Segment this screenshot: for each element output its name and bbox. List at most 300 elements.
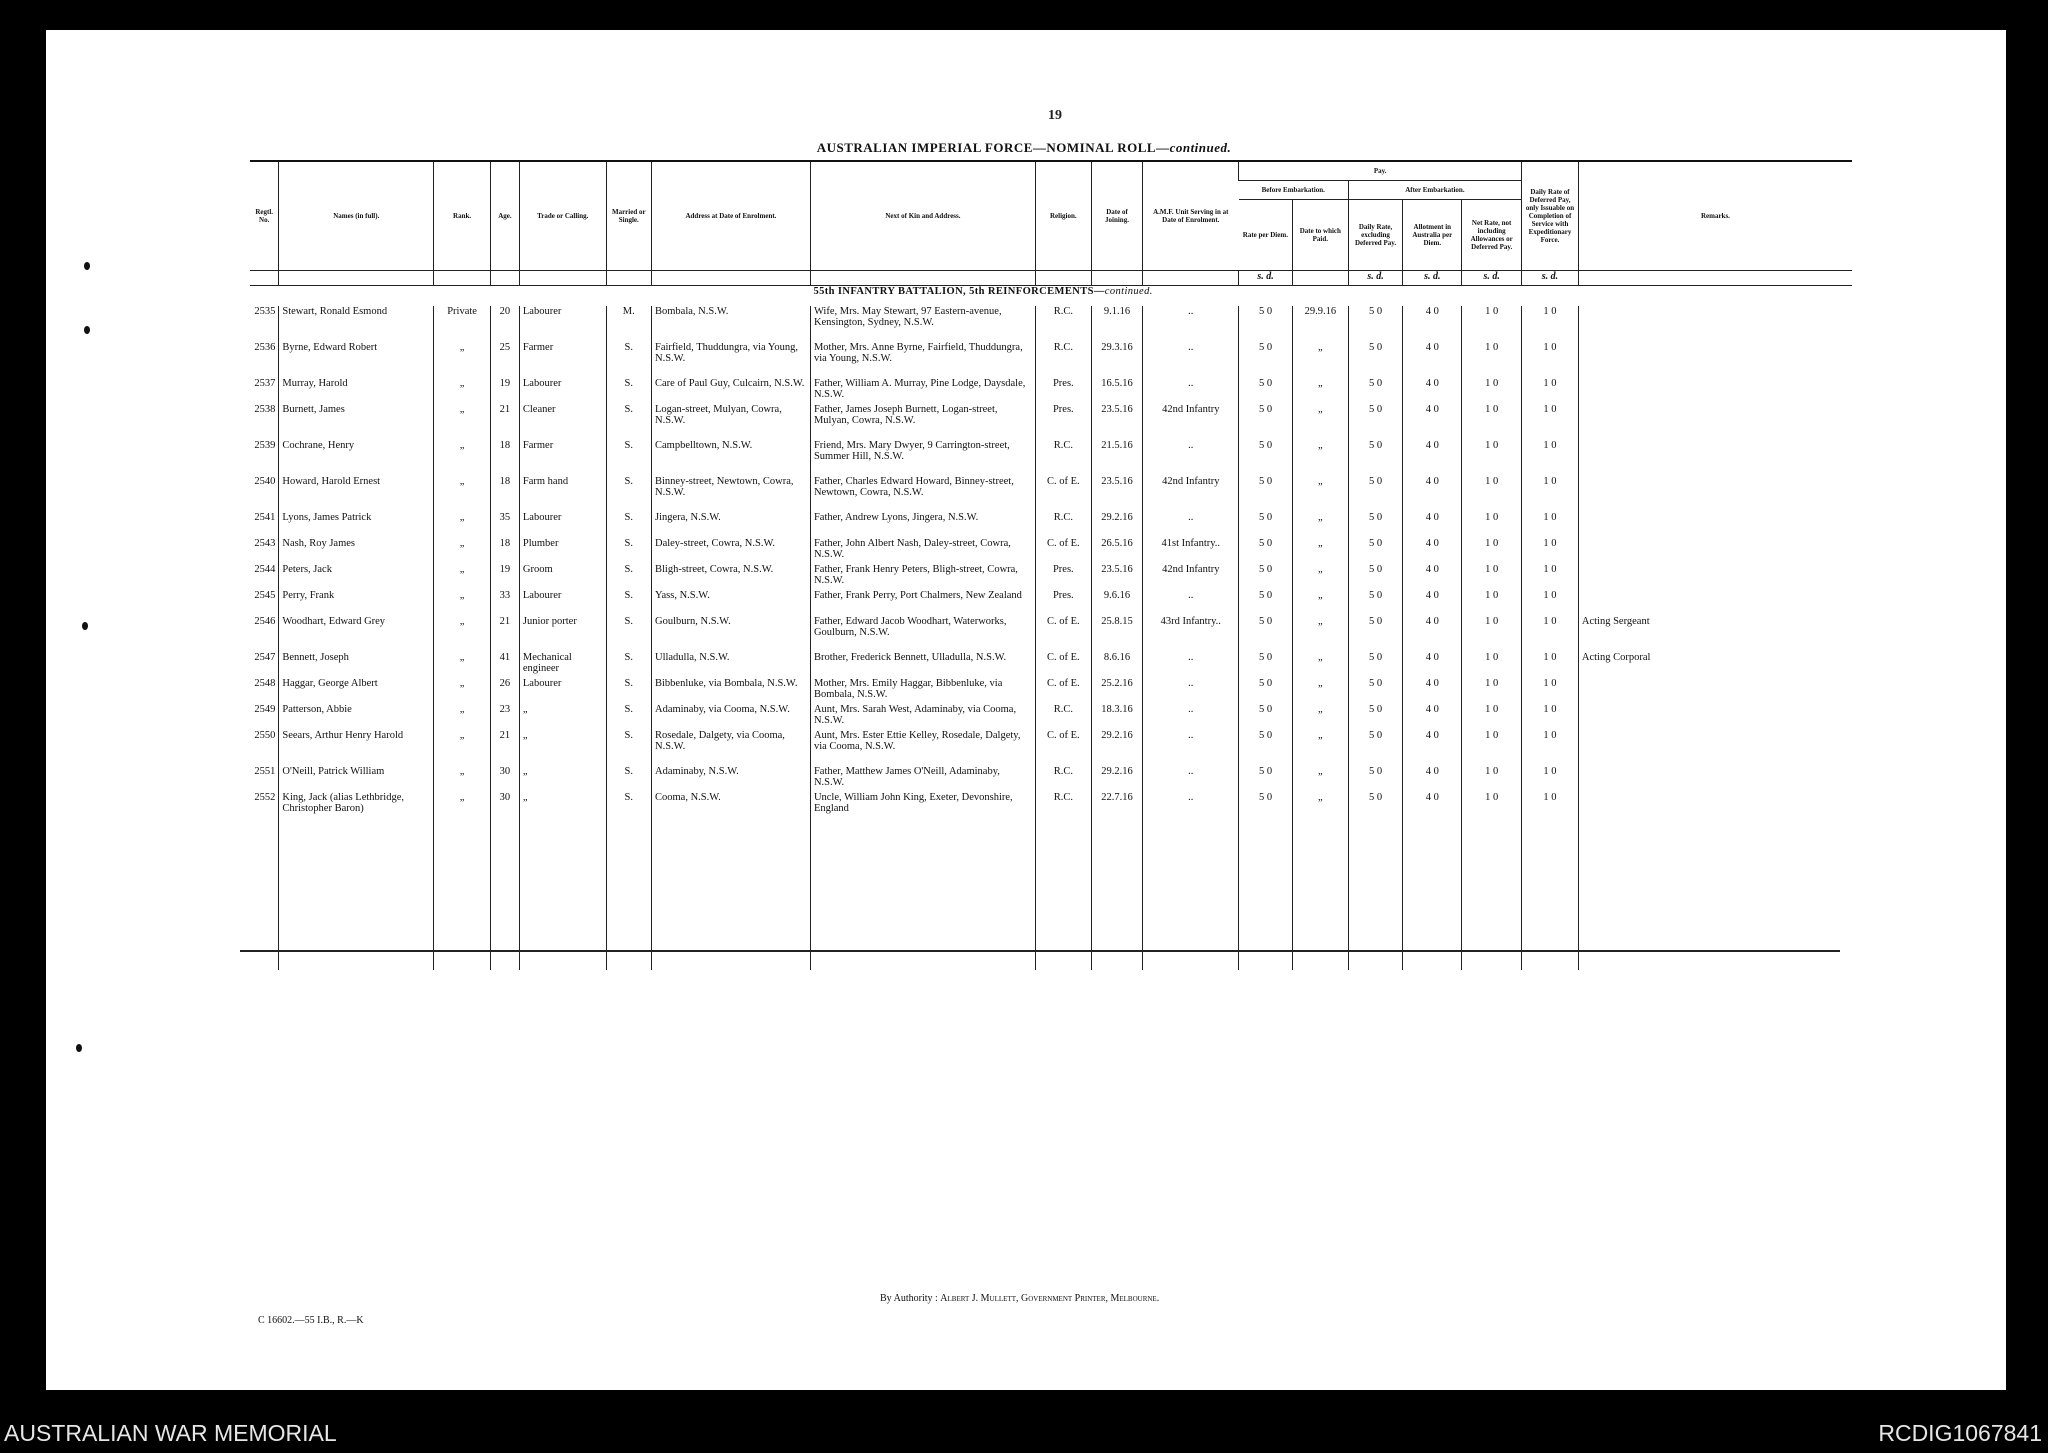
- cell-allotment: 4 0: [1403, 378, 1462, 404]
- cell-name: Haggar, George Albert: [279, 678, 434, 704]
- cell-allotment: 4 0: [1403, 440, 1462, 476]
- cell-rank: „: [434, 616, 491, 652]
- cell-age: 19: [490, 378, 519, 404]
- cell-deferred-pay: 1 0: [1522, 404, 1579, 440]
- page-number: 19: [1048, 108, 1062, 123]
- cell-date-joining: 21.5.16: [1091, 440, 1143, 476]
- cell-name: Nash, Roy James: [279, 538, 434, 564]
- cell-daily-rate: 5 0: [1348, 306, 1403, 342]
- cell-rate-per-diem: 5 0: [1239, 766, 1293, 792]
- cell-married-single: S.: [606, 678, 651, 704]
- cell-rate-per-diem: 5 0: [1239, 342, 1293, 378]
- cell-regtl-no: 2535: [254, 306, 276, 317]
- table-row: [250, 306, 1852, 342]
- cell-age: 21: [490, 404, 519, 440]
- table-row: [250, 564, 1852, 590]
- cell-allotment: 4 0: [1403, 538, 1462, 564]
- cell-next-of-kin: Father, Matthew James O'Neill, Adaminaby, N.S.W.: [810, 766, 1035, 792]
- cell-rate-per-diem: 5 0: [1239, 792, 1293, 828]
- cell-daily-rate: 5 0: [1348, 342, 1403, 378]
- cell-name: Woodhart, Edward Grey: [279, 616, 434, 652]
- cell-amf-unit: ..: [1143, 440, 1239, 476]
- cell-age: 26: [490, 678, 519, 704]
- cell-address: Bombala, N.S.W.: [651, 306, 810, 342]
- cell-daily-rate: 5 0: [1348, 590, 1403, 616]
- cell-amf-unit: ..: [1143, 766, 1239, 792]
- cell-date-joining: 9.1.16: [1091, 306, 1143, 342]
- cell-net-rate: 1 0: [1462, 590, 1522, 616]
- cell-name: Howard, Harold Ernest: [279, 476, 434, 512]
- cell-date-joining: 29.2.16: [1091, 730, 1143, 766]
- cell-date-paid: „: [1292, 440, 1348, 476]
- cell-age: 19: [490, 564, 519, 590]
- cell-name: O'Neill, Patrick William: [279, 766, 434, 792]
- table-row: [250, 704, 1852, 730]
- cell-net-rate: 1 0: [1462, 404, 1522, 440]
- cell-deferred-pay: 1 0: [1522, 512, 1579, 538]
- cell-regtl-no: 2551: [254, 766, 276, 777]
- cell-remarks: [1578, 792, 1852, 828]
- cell-address: Rosedale, Dalgety, via Cooma, N.S.W.: [651, 730, 810, 766]
- cell-age: 23: [490, 704, 519, 730]
- cell-remarks: [1578, 512, 1852, 538]
- cell-age: 18: [490, 440, 519, 476]
- cell-deferred-pay: 1 0: [1522, 476, 1579, 512]
- cell-remarks: [1578, 766, 1852, 792]
- cell-amf-unit: 42nd Infantry: [1143, 476, 1239, 512]
- cell-rank: „: [434, 538, 491, 564]
- cell-address: Cooma, N.S.W.: [651, 792, 810, 828]
- cell-date-paid: „: [1292, 538, 1348, 564]
- cell-married-single: S.: [606, 538, 651, 564]
- cell-trade: Farmer: [519, 440, 606, 476]
- cell-rate-per-diem: 5 0: [1239, 616, 1293, 652]
- cell-age: 18: [490, 538, 519, 564]
- cell-married-single: S.: [606, 652, 651, 678]
- cell-address: Ulladulla, N.S.W.: [651, 652, 810, 678]
- cell-religion: R.C.: [1035, 306, 1091, 342]
- cell-address: Logan-street, Mulyan, Cowra, N.S.W.: [651, 404, 810, 440]
- cell-allotment: 4 0: [1403, 704, 1462, 730]
- cell-next-of-kin: Father, Frank Perry, Port Chalmers, New Zealand: [810, 590, 1035, 616]
- header-deferred-pay: Daily Rate of Deferred Pay, only Issuable on Completion of Service with Expeditionary Force.: [1522, 162, 1579, 271]
- cell-net-rate: 1 0: [1462, 512, 1522, 538]
- cell-daily-rate: 5 0: [1348, 704, 1403, 730]
- table-row: [250, 792, 1852, 828]
- cell-daily-rate: 5 0: [1348, 440, 1403, 476]
- cell-rate-per-diem: 5 0: [1239, 512, 1293, 538]
- cell-daily-rate: 5 0: [1348, 404, 1403, 440]
- cell-next-of-kin: Father, John Albert Nash, Daley-street, Cowra, N.S.W.: [810, 538, 1035, 564]
- cell-allotment: 4 0: [1403, 404, 1462, 440]
- cell-religion: R.C.: [1035, 512, 1091, 538]
- cell-date-joining: 16.5.16: [1091, 378, 1143, 404]
- cell-rate-per-diem: 5 0: [1239, 404, 1293, 440]
- cell-rate-per-diem: 5 0: [1239, 704, 1293, 730]
- cell-rank: „: [434, 704, 491, 730]
- cell-net-rate: 1 0: [1462, 792, 1522, 828]
- cell-amf-unit: 42nd Infantry: [1143, 564, 1239, 590]
- cell-deferred-pay: 1 0: [1522, 704, 1579, 730]
- cell-rank: „: [434, 766, 491, 792]
- header-remarks: Remarks.: [1578, 162, 1852, 271]
- cell-religion: R.C.: [1035, 792, 1091, 828]
- cell-allotment: 4 0: [1403, 792, 1462, 828]
- cell-date-paid: „: [1292, 564, 1348, 590]
- binding-hole: [82, 622, 88, 630]
- cell-married-single: M.: [606, 306, 651, 342]
- cell-date-paid: „: [1292, 342, 1348, 378]
- unit-label: s. d.: [1522, 271, 1579, 286]
- header-date-paid: Date to which Paid.: [1292, 200, 1348, 271]
- header-after-embarkation: After Embarkation.: [1348, 181, 1521, 200]
- cell-regtl-no: 2540: [254, 476, 276, 487]
- cell-allotment: 4 0: [1403, 342, 1462, 378]
- cell-allotment: 4 0: [1403, 564, 1462, 590]
- cell-address: Care of Paul Guy, Culcairn, N.S.W.: [651, 378, 810, 404]
- header-rank: Rank.: [434, 162, 491, 271]
- authority-line: By Authority : Albert J. Mullett, Government Printer, Melbourne.: [880, 1293, 1160, 1304]
- table-row: [250, 476, 1852, 512]
- cell-rank: „: [434, 792, 491, 828]
- cell-rank: „: [434, 404, 491, 440]
- cell-regtl-no: 2546: [254, 616, 276, 627]
- cell-net-rate: 1 0: [1462, 342, 1522, 378]
- header-trade: Trade or Calling.: [519, 162, 606, 271]
- cell-daily-rate: 5 0: [1348, 512, 1403, 538]
- table-row: [250, 616, 1852, 652]
- header-regtl-no: Regtl. No.: [250, 162, 279, 271]
- binding-hole: [76, 1044, 82, 1052]
- cell-remarks: [1578, 590, 1852, 616]
- cell-trade: Farm hand: [519, 476, 606, 512]
- cell-married-single: S.: [606, 704, 651, 730]
- unit-label: s. d.: [1239, 271, 1293, 286]
- cell-date-paid: „: [1292, 616, 1348, 652]
- cell-address: Adaminaby, via Cooma, N.S.W.: [651, 704, 810, 730]
- cell-date-paid: „: [1292, 590, 1348, 616]
- table-row: [250, 512, 1852, 538]
- cell-trade: Labourer: [519, 678, 606, 704]
- cell-amf-unit: 43rd Infantry..: [1143, 616, 1239, 652]
- cell-trade: Labourer: [519, 378, 606, 404]
- cell-date-paid: „: [1292, 652, 1348, 678]
- cell-name: Murray, Harold: [279, 378, 434, 404]
- cell-daily-rate: 5 0: [1348, 476, 1403, 512]
- cell-deferred-pay: 1 0: [1522, 766, 1579, 792]
- cell-date-joining: 18.3.16: [1091, 704, 1143, 730]
- table-row: [250, 378, 1852, 404]
- cell-date-paid: 29.9.16: [1292, 306, 1348, 342]
- header-address: Address at Date of Enrolment.: [651, 162, 810, 271]
- cell-religion: Pres.: [1035, 590, 1091, 616]
- cell-rate-per-diem: 5 0: [1239, 730, 1293, 766]
- cell-net-rate: 1 0: [1462, 704, 1522, 730]
- cell-married-single: S.: [606, 404, 651, 440]
- header-rate-per-diem: Rate per Diem.: [1239, 200, 1293, 271]
- cell-remarks: Acting Sergeant: [1578, 616, 1852, 652]
- cell-trade: Labourer: [519, 306, 606, 342]
- cell-net-rate: 1 0: [1462, 766, 1522, 792]
- cell-married-single: S.: [606, 730, 651, 766]
- binding-hole: [84, 326, 90, 334]
- table-row: [250, 404, 1852, 440]
- cell-next-of-kin: Father, Andrew Lyons, Jingera, N.S.W.: [810, 512, 1035, 538]
- cell-allotment: 4 0: [1403, 678, 1462, 704]
- cell-next-of-kin: Father, Charles Edward Howard, Binney-street, Newtown, Cowra, N.S.W.: [810, 476, 1035, 512]
- unit-label: s. d.: [1348, 271, 1403, 286]
- header-next-of-kin: Next of Kin and Address.: [810, 162, 1035, 271]
- cell-trade: „: [519, 766, 606, 792]
- cell-religion: R.C.: [1035, 766, 1091, 792]
- cell-next-of-kin: Father, James Joseph Burnett, Logan-street, Mulyan, Cowra, N.S.W.: [810, 404, 1035, 440]
- cell-date-paid: „: [1292, 378, 1348, 404]
- cell-remarks: [1578, 476, 1852, 512]
- cell-name: Stewart, Ronald Esmond: [279, 306, 434, 342]
- cell-religion: C. of E.: [1035, 476, 1091, 512]
- cell-deferred-pay: 1 0: [1522, 652, 1579, 678]
- bottom-rule: [240, 950, 1840, 952]
- cell-trade: „: [519, 730, 606, 766]
- cell-regtl-no: 2552: [254, 792, 276, 803]
- cell-religion: R.C.: [1035, 342, 1091, 378]
- cell-address: Jingera, N.S.W.: [651, 512, 810, 538]
- cell-address: Fairfield, Thuddungra, via Young, N.S.W.: [651, 342, 810, 378]
- cell-next-of-kin: Father, Edward Jacob Woodhart, Waterworks, Goulburn, N.S.W.: [810, 616, 1035, 652]
- table-row: [250, 766, 1852, 792]
- cell-rank: „: [434, 342, 491, 378]
- cell-next-of-kin: Mother, Mrs. Anne Byrne, Fairfield, Thuddungra, via Young, N.S.W.: [810, 342, 1035, 378]
- cell-regtl-no: 2538: [254, 404, 276, 415]
- cell-date-paid: „: [1292, 404, 1348, 440]
- cell-date-joining: 22.7.16: [1091, 792, 1143, 828]
- cell-net-rate: 1 0: [1462, 306, 1522, 342]
- cell-daily-rate: 5 0: [1348, 792, 1403, 828]
- cell-rank: „: [434, 378, 491, 404]
- cell-rate-per-diem: 5 0: [1239, 652, 1293, 678]
- cell-name: Patterson, Abbie: [279, 704, 434, 730]
- cell-date-joining: 23.5.16: [1091, 404, 1143, 440]
- cell-name: Lyons, James Patrick: [279, 512, 434, 538]
- header-daily-rate: Daily Rate, excluding Deferred Pay.: [1348, 200, 1403, 271]
- cell-religion: Pres.: [1035, 564, 1091, 590]
- header-net-rate: Net Rate, not including Allowances or Deferred Pay.: [1462, 200, 1522, 271]
- cell-rank: „: [434, 730, 491, 766]
- cell-next-of-kin: Aunt, Mrs. Sarah West, Adaminaby, via Cooma, N.S.W.: [810, 704, 1035, 730]
- cell-date-joining: 23.5.16: [1091, 564, 1143, 590]
- cell-address: Daley-street, Cowra, N.S.W.: [651, 538, 810, 564]
- cell-age: 41: [490, 652, 519, 678]
- cell-date-paid: „: [1292, 512, 1348, 538]
- cell-allotment: 4 0: [1403, 512, 1462, 538]
- cell-allotment: 4 0: [1403, 476, 1462, 512]
- cell-deferred-pay: 1 0: [1522, 440, 1579, 476]
- cell-rank: „: [434, 652, 491, 678]
- cell-next-of-kin: Wife, Mrs. May Stewart, 97 Eastern-avenue, Kensington, Sydney, N.S.W.: [810, 306, 1035, 342]
- binding-hole: [84, 262, 90, 270]
- cell-married-single: S.: [606, 342, 651, 378]
- header-married: Married or Single.: [606, 162, 651, 271]
- cell-date-paid: „: [1292, 766, 1348, 792]
- cell-address: Adaminaby, N.S.W.: [651, 766, 810, 792]
- cell-net-rate: 1 0: [1462, 678, 1522, 704]
- cell-married-single: S.: [606, 766, 651, 792]
- cell-amf-unit: ..: [1143, 306, 1239, 342]
- cell-regtl-no: 2545: [254, 590, 276, 601]
- cell-rank: Private: [434, 306, 491, 342]
- empty-table-space: [250, 828, 1852, 970]
- cell-date-joining: 29.2.16: [1091, 766, 1143, 792]
- cell-address: Bligh-street, Cowra, N.S.W.: [651, 564, 810, 590]
- cell-married-single: S.: [606, 378, 651, 404]
- cell-rank: „: [434, 512, 491, 538]
- table-row: [250, 538, 1852, 564]
- cell-remarks: [1578, 564, 1852, 590]
- cell-date-paid: „: [1292, 730, 1348, 766]
- cell-amf-unit: ..: [1143, 590, 1239, 616]
- cell-amf-unit: ..: [1143, 678, 1239, 704]
- cell-deferred-pay: 1 0: [1522, 342, 1579, 378]
- cell-deferred-pay: 1 0: [1522, 730, 1579, 766]
- cell-trade: Mechanical engineer: [519, 652, 606, 678]
- cell-regtl-no: 2536: [254, 342, 276, 353]
- cell-age: 18: [490, 476, 519, 512]
- cell-rate-per-diem: 5 0: [1239, 590, 1293, 616]
- cell-amf-unit: ..: [1143, 730, 1239, 766]
- cell-net-rate: 1 0: [1462, 730, 1522, 766]
- cell-age: 30: [490, 766, 519, 792]
- cell-remarks: [1578, 378, 1852, 404]
- cell-rate-per-diem: 5 0: [1239, 476, 1293, 512]
- cell-religion: R.C.: [1035, 440, 1091, 476]
- cell-address: Binney-street, Newtown, Cowra, N.S.W.: [651, 476, 810, 512]
- cell-regtl-no: 2547: [254, 652, 276, 663]
- cell-married-single: S.: [606, 616, 651, 652]
- cell-rank: „: [434, 440, 491, 476]
- cell-date-joining: 29.2.16: [1091, 512, 1143, 538]
- cell-allotment: 4 0: [1403, 306, 1462, 342]
- cell-net-rate: 1 0: [1462, 616, 1522, 652]
- cell-name: Perry, Frank: [279, 590, 434, 616]
- cell-next-of-kin: Friend, Mrs. Mary Dwyer, 9 Carrington-street, Summer Hill, N.S.W.: [810, 440, 1035, 476]
- footer-archive-name: AUSTRALIAN WAR MEMORIAL: [4, 1420, 337, 1446]
- cell-rate-per-diem: 5 0: [1239, 538, 1293, 564]
- cell-amf-unit: ..: [1143, 342, 1239, 378]
- unit-label: s. d.: [1403, 271, 1462, 286]
- cell-remarks: [1578, 538, 1852, 564]
- cell-next-of-kin: Father, Frank Henry Peters, Bligh-street, Cowra, N.S.W.: [810, 564, 1035, 590]
- cell-name: Seears, Arthur Henry Harold: [279, 730, 434, 766]
- cell-date-joining: 9.6.16: [1091, 590, 1143, 616]
- cell-amf-unit: 41st Infantry..: [1143, 538, 1239, 564]
- page-title: AUSTRALIAN IMPERIAL FORCE—NOMINAL ROLL—continued.: [816, 140, 1232, 155]
- cell-amf-unit: ..: [1143, 652, 1239, 678]
- cell-remarks: Acting Corporal: [1578, 652, 1852, 678]
- cell-trade: Cleaner: [519, 404, 606, 440]
- cell-date-joining: 25.8.15: [1091, 616, 1143, 652]
- cell-amf-unit: ..: [1143, 704, 1239, 730]
- cell-address: Campbelltown, N.S.W.: [651, 440, 810, 476]
- cell-religion: C. of E.: [1035, 678, 1091, 704]
- cell-rank: „: [434, 678, 491, 704]
- cell-deferred-pay: 1 0: [1522, 306, 1579, 342]
- cell-religion: Pres.: [1035, 378, 1091, 404]
- header-amf-unit: A.M.F. Unit Serving in at Date of Enrolment.: [1143, 162, 1239, 271]
- cell-rate-per-diem: 5 0: [1239, 564, 1293, 590]
- cell-trade: Farmer: [519, 342, 606, 378]
- header-age: Age.: [490, 162, 519, 271]
- cell-date-paid: „: [1292, 792, 1348, 828]
- cell-date-joining: 26.5.16: [1091, 538, 1143, 564]
- cell-date-joining: 23.5.16: [1091, 476, 1143, 512]
- cell-rate-per-diem: 5 0: [1239, 678, 1293, 704]
- cell-trade: Labourer: [519, 512, 606, 538]
- cell-married-single: S.: [606, 792, 651, 828]
- cell-rank: „: [434, 476, 491, 512]
- cell-allotment: 4 0: [1403, 590, 1462, 616]
- cell-date-paid: „: [1292, 704, 1348, 730]
- cell-date-joining: 25.2.16: [1091, 678, 1143, 704]
- table-row: [250, 342, 1852, 378]
- cell-age: 21: [490, 616, 519, 652]
- cell-religion: C. of E.: [1035, 730, 1091, 766]
- header-date-joining: Date of Joining.: [1091, 162, 1143, 271]
- cell-rate-per-diem: 5 0: [1239, 440, 1293, 476]
- cell-daily-rate: 5 0: [1348, 616, 1403, 652]
- cell-address: Yass, N.S.W.: [651, 590, 810, 616]
- cell-age: 33: [490, 590, 519, 616]
- table-row: [250, 652, 1852, 678]
- cell-deferred-pay: 1 0: [1522, 564, 1579, 590]
- cell-married-single: S.: [606, 476, 651, 512]
- header-before-embarkation: Before Embarkation.: [1239, 181, 1348, 200]
- cell-deferred-pay: 1 0: [1522, 616, 1579, 652]
- cell-date-joining: 8.6.16: [1091, 652, 1143, 678]
- header-religion: Religion.: [1035, 162, 1091, 271]
- cell-amf-unit: 42nd Infantry: [1143, 404, 1239, 440]
- cell-address: Goulburn, N.S.W.: [651, 616, 810, 652]
- cell-trade: Plumber: [519, 538, 606, 564]
- cell-regtl-no: 2537: [254, 378, 276, 389]
- table-row: [250, 730, 1852, 766]
- cell-allotment: 4 0: [1403, 652, 1462, 678]
- cell-deferred-pay: 1 0: [1522, 538, 1579, 564]
- cell-name: Byrne, Edward Robert: [279, 342, 434, 378]
- header-pay: Pay.: [1239, 162, 1522, 181]
- cell-rank: „: [434, 590, 491, 616]
- cell-net-rate: 1 0: [1462, 378, 1522, 404]
- cell-regtl-no: 2543: [254, 538, 276, 549]
- cell-date-joining: 29.3.16: [1091, 342, 1143, 378]
- cell-remarks: [1578, 730, 1852, 766]
- cell-name: Burnett, James: [279, 404, 434, 440]
- cell-remarks: [1578, 342, 1852, 378]
- cell-regtl-no: 2550: [254, 730, 276, 741]
- section-title: 55th INFANTRY BATTALION, 5th REINFORCEMENTS—continued.: [813, 286, 1153, 297]
- cell-net-rate: 1 0: [1462, 440, 1522, 476]
- cell-remarks: [1578, 404, 1852, 440]
- header-allotment: Allotment in Australia per Diem.: [1403, 200, 1462, 271]
- cell-net-rate: 1 0: [1462, 476, 1522, 512]
- cell-married-single: S.: [606, 440, 651, 476]
- table-row: [250, 440, 1852, 476]
- cell-rank: „: [434, 564, 491, 590]
- cell-name: Cochrane, Henry: [279, 440, 434, 476]
- header-names: Names (in full).: [279, 162, 434, 271]
- unit-label: s. d.: [1462, 271, 1522, 286]
- cell-religion: C. of E.: [1035, 616, 1091, 652]
- cell-age: 35: [490, 512, 519, 538]
